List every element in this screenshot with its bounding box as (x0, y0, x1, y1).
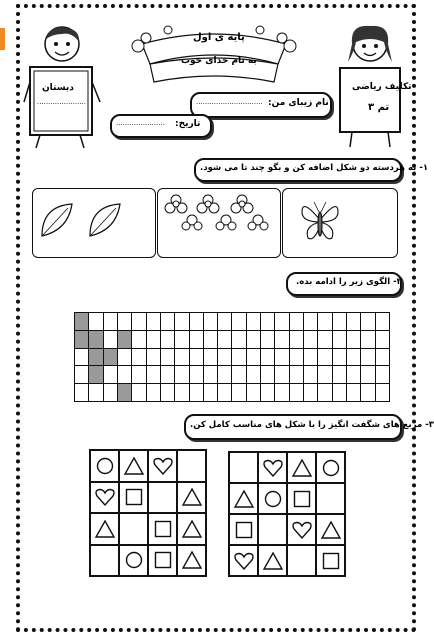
pattern-cell[interactable] (275, 366, 289, 384)
triangle-icon[interactable] (119, 450, 148, 482)
square-icon[interactable] (229, 514, 258, 545)
pattern-cell[interactable] (89, 366, 103, 384)
pattern-cell[interactable] (75, 313, 89, 331)
pattern-cell[interactable] (275, 384, 289, 402)
pattern-cell[interactable] (146, 348, 160, 366)
pattern-cell[interactable] (89, 384, 103, 402)
date-label: تاریخ: (175, 119, 201, 129)
triangle-icon[interactable] (177, 513, 206, 545)
theme-label: تم ۳ (368, 102, 390, 113)
pattern-cell[interactable] (346, 348, 360, 366)
pattern-cell[interactable] (275, 330, 289, 348)
pattern-cell[interactable] (203, 366, 217, 384)
pattern-cell[interactable] (117, 313, 131, 331)
square-icon[interactable] (287, 483, 316, 514)
pattern-cell[interactable] (261, 366, 275, 384)
pattern-cell[interactable] (246, 330, 260, 348)
circle-icon[interactable] (90, 450, 119, 482)
pattern-cell[interactable] (232, 330, 246, 348)
empty-cell[interactable] (258, 514, 287, 545)
pattern-cell[interactable] (332, 330, 346, 348)
pattern-cell[interactable] (332, 384, 346, 402)
pattern-cell[interactable] (261, 330, 275, 348)
pattern-cell[interactable] (117, 366, 131, 384)
motto: به نام خدای خوب (181, 56, 257, 66)
pattern-cell[interactable] (89, 330, 103, 348)
heart-icon[interactable] (229, 545, 258, 576)
empty-cell[interactable] (316, 483, 345, 514)
pattern-cell[interactable] (289, 313, 303, 331)
empty-cell[interactable] (90, 545, 119, 577)
empty-cell[interactable] (148, 482, 177, 514)
pattern-cell[interactable] (375, 348, 389, 366)
school-dots: ...................... (37, 98, 86, 106)
pattern-cell[interactable] (318, 330, 332, 348)
pattern-cell[interactable] (318, 366, 332, 384)
pattern-cell[interactable] (89, 313, 103, 331)
pattern-cell[interactable] (361, 330, 375, 348)
magic-square-2[interactable] (228, 451, 346, 577)
pattern-cell[interactable] (175, 384, 189, 402)
pattern-cell[interactable] (232, 366, 246, 384)
square-icon[interactable] (148, 513, 177, 545)
pattern-cell[interactable] (332, 348, 346, 366)
pattern-cell[interactable] (246, 348, 260, 366)
pattern-cell[interactable] (175, 366, 189, 384)
pattern-cell[interactable] (261, 313, 275, 331)
square-icon[interactable] (316, 545, 345, 576)
pattern-cell[interactable] (203, 348, 217, 366)
pattern-cell[interactable] (332, 366, 346, 384)
pattern-cell[interactable] (132, 330, 146, 348)
assignment-label: تکلیف ریاضی (352, 82, 412, 92)
pattern-cell[interactable] (318, 313, 332, 331)
pattern-cell[interactable] (261, 384, 275, 402)
pattern-cell[interactable] (232, 384, 246, 402)
pattern-cell[interactable] (218, 384, 232, 402)
pattern-cell[interactable] (189, 366, 203, 384)
pattern-cell[interactable] (346, 313, 360, 331)
pattern-cell[interactable] (189, 330, 203, 348)
pattern-cell[interactable] (246, 313, 260, 331)
pattern-grid[interactable] (74, 312, 390, 402)
pattern-cell[interactable] (117, 384, 131, 402)
pattern-cell[interactable] (304, 366, 318, 384)
pattern-cell[interactable] (232, 313, 246, 331)
butterfly-icon (298, 196, 342, 246)
triangle-icon[interactable] (177, 545, 206, 577)
magic-square-1[interactable] (89, 449, 207, 577)
pattern-cell[interactable] (175, 348, 189, 366)
pattern-cell[interactable] (375, 330, 389, 348)
heart-icon[interactable] (90, 482, 119, 514)
triangle-icon[interactable] (177, 482, 206, 514)
pattern-cell[interactable] (232, 348, 246, 366)
pattern-cell[interactable] (189, 313, 203, 331)
circle-icon[interactable] (119, 545, 148, 577)
pattern-cell[interactable] (261, 348, 275, 366)
pattern-cell[interactable] (361, 366, 375, 384)
triangle-icon[interactable] (316, 514, 345, 545)
question-2-text: ۲- الگوی زیر را ادامه بده. (296, 277, 402, 287)
pattern-cell[interactable] (218, 313, 232, 331)
pattern-cell[interactable] (289, 348, 303, 366)
pattern-cell[interactable] (304, 384, 318, 402)
pattern-cell[interactable] (132, 313, 146, 331)
pattern-cell[interactable] (318, 384, 332, 402)
pattern-cell[interactable] (89, 348, 103, 366)
pattern-cell[interactable] (304, 348, 318, 366)
circle-icon[interactable] (316, 452, 345, 483)
pattern-cell[interactable] (103, 348, 117, 366)
pattern-cell[interactable] (103, 384, 117, 402)
flower-icon (164, 192, 274, 232)
pattern-cell[interactable] (304, 330, 318, 348)
pattern-cell[interactable] (132, 348, 146, 366)
date-dots[interactable]: ...................... (116, 119, 165, 127)
pattern-cell[interactable] (160, 348, 174, 366)
pattern-cell[interactable] (103, 313, 117, 331)
pattern-cell[interactable] (103, 366, 117, 384)
pattern-cell[interactable] (246, 384, 260, 402)
pattern-cell[interactable] (246, 366, 260, 384)
pattern-cell[interactable] (103, 330, 117, 348)
pattern-cell[interactable] (75, 384, 89, 402)
pattern-cell[interactable] (132, 366, 146, 384)
pattern-cell[interactable] (189, 384, 203, 402)
pattern-cell[interactable] (117, 330, 131, 348)
pattern-cell[interactable] (275, 348, 289, 366)
grade-title: پایه ی اول (193, 32, 245, 43)
empty-cell[interactable] (287, 545, 316, 576)
question-1-text: ۱- به هردسته دو شکل اضافه کن و بگو چند تا می شود. (200, 163, 429, 173)
pattern-cell[interactable] (346, 366, 360, 384)
heart-icon[interactable] (148, 450, 177, 482)
pattern-cell[interactable] (346, 330, 360, 348)
pattern-cell[interactable] (318, 348, 332, 366)
triangle-icon[interactable] (287, 452, 316, 483)
pattern-cell[interactable] (75, 330, 89, 348)
pattern-cell[interactable] (203, 384, 217, 402)
triangle-icon[interactable] (90, 513, 119, 545)
pattern-cell[interactable] (146, 313, 160, 331)
pattern-cell[interactable] (146, 384, 160, 402)
pattern-cell[interactable] (189, 348, 203, 366)
pattern-cell[interactable] (332, 313, 346, 331)
pattern-cell[interactable] (75, 348, 89, 366)
pattern-cell[interactable] (375, 384, 389, 402)
triangle-icon[interactable] (229, 483, 258, 514)
pattern-cell[interactable] (160, 366, 174, 384)
pattern-cell[interactable] (203, 330, 217, 348)
pattern-cell[interactable] (361, 348, 375, 366)
pattern-cell[interactable] (175, 313, 189, 331)
pattern-cell[interactable] (375, 366, 389, 384)
question-3-text: ۳- مربع های شگفت انگیز را با شکل های مناسب کامل کن. (190, 420, 434, 430)
pattern-cell[interactable] (160, 313, 174, 331)
pattern-cell[interactable] (289, 330, 303, 348)
name-dots[interactable]: .............................. (196, 98, 263, 106)
empty-cell[interactable] (119, 513, 148, 545)
page-edge-marker (0, 28, 5, 50)
pattern-cell[interactable] (132, 384, 146, 402)
pattern-cell[interactable] (289, 366, 303, 384)
pattern-cell[interactable] (160, 384, 174, 402)
school-label: دبستان (42, 83, 74, 93)
empty-cell[interactable] (229, 452, 258, 483)
pattern-cell[interactable] (117, 348, 131, 366)
pattern-cell[interactable] (361, 384, 375, 402)
pattern-cell[interactable] (218, 330, 232, 348)
pattern-cell[interactable] (218, 366, 232, 384)
pattern-cell[interactable] (304, 313, 318, 331)
pattern-cell[interactable] (160, 330, 174, 348)
name-label: نام زیبای من: (268, 98, 329, 108)
pattern-cell[interactable] (289, 384, 303, 402)
square-icon[interactable] (148, 545, 177, 577)
pattern-cell[interactable] (361, 313, 375, 331)
pattern-cell[interactable] (146, 330, 160, 348)
pattern-cell[interactable] (146, 366, 160, 384)
triangle-icon[interactable] (258, 545, 287, 576)
heart-icon[interactable] (258, 452, 287, 483)
pattern-cell[interactable] (375, 313, 389, 331)
pattern-cell[interactable] (175, 330, 189, 348)
pattern-cell[interactable] (203, 313, 217, 331)
leaf-icon (38, 200, 148, 240)
circle-icon[interactable] (258, 483, 287, 514)
pattern-cell[interactable] (346, 384, 360, 402)
pattern-cell[interactable] (75, 366, 89, 384)
pattern-cell[interactable] (275, 313, 289, 331)
empty-cell[interactable] (177, 450, 206, 482)
square-icon[interactable] (119, 482, 148, 514)
pattern-cell[interactable] (218, 348, 232, 366)
heart-icon[interactable] (287, 514, 316, 545)
